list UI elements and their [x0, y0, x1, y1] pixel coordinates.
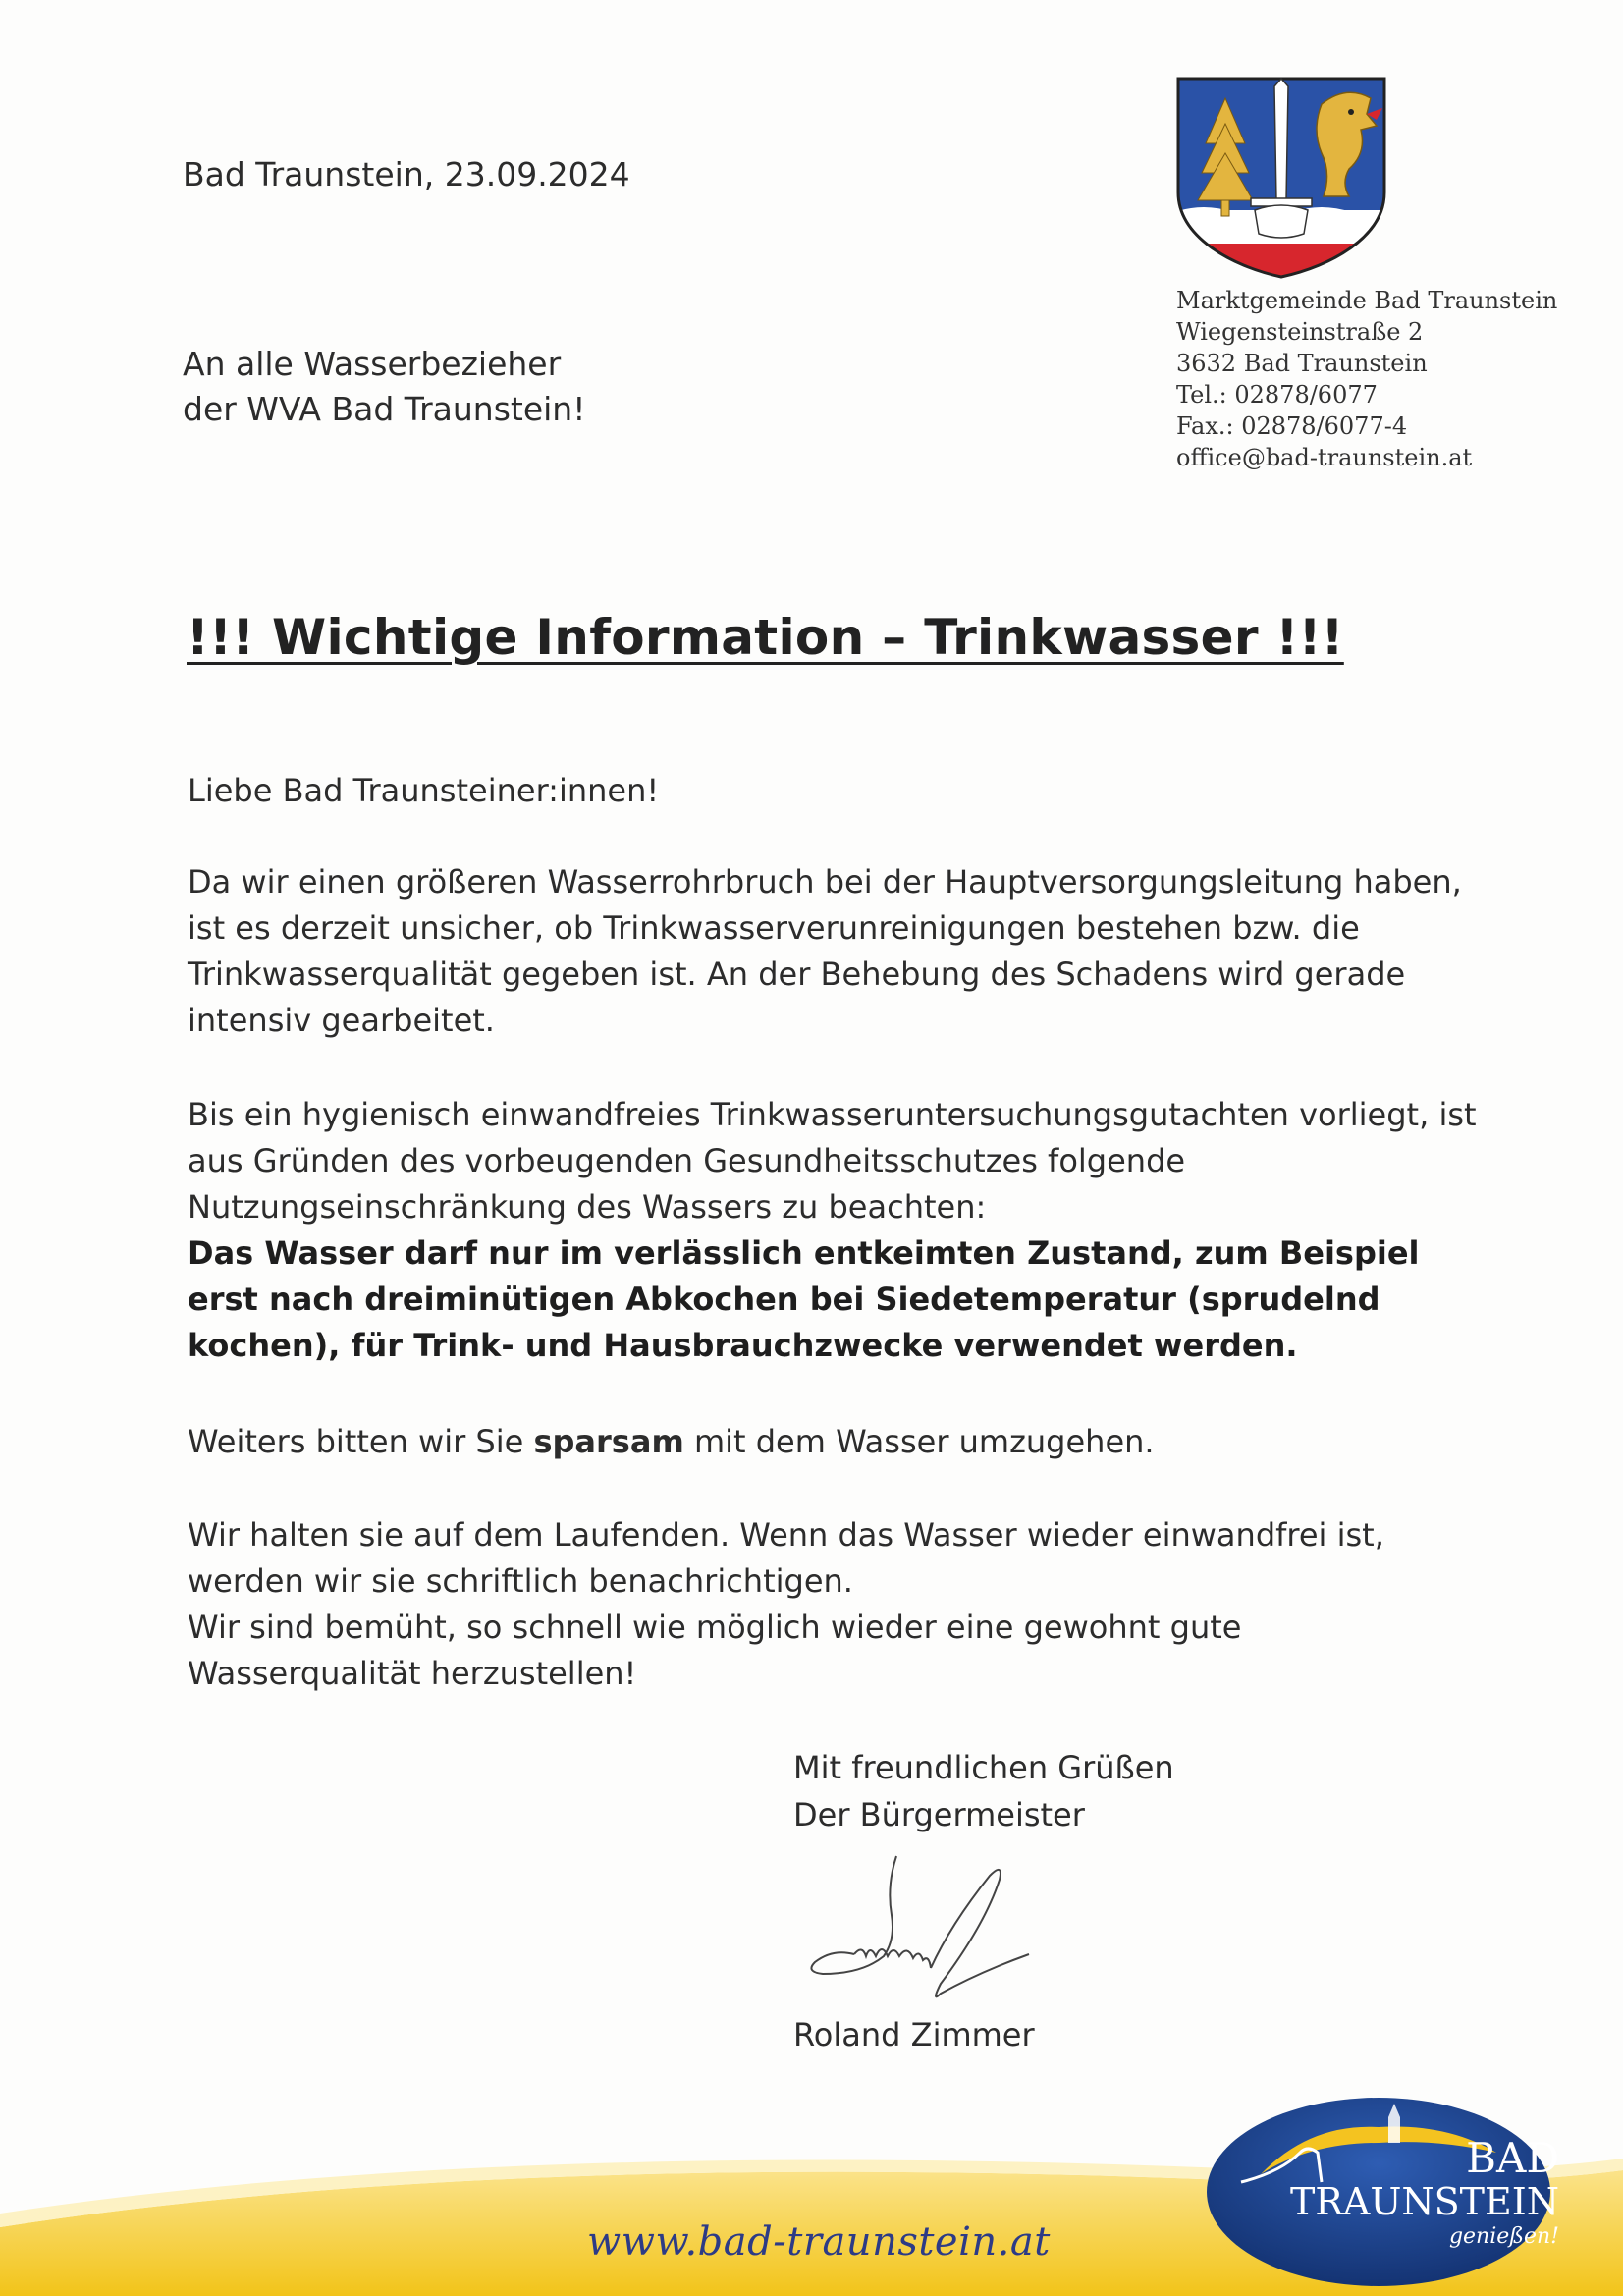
coat-of-arms-icon	[1174, 75, 1388, 281]
sender-fax: Fax.: 02878/6077-4	[1176, 412, 1408, 440]
page-title: !!! Wichtige Information – Trinkwasser !!!	[187, 609, 1344, 666]
greeting: Liebe Bad Traunsteiner:innen!	[188, 772, 660, 809]
website-link[interactable]: www.bad-traunstein.at	[587, 2219, 1051, 2265]
recipient-block	[183, 342, 585, 432]
letter-date: Bad Traunstein, 23.09.2024	[183, 155, 630, 193]
signature-icon	[793, 1846, 1039, 2013]
sender-phone: Tel.: 02878/6077	[1176, 381, 1378, 409]
closing-line: Der Bürgermeister	[793, 1796, 1085, 1833]
sender-city: 3632 Bad Traunstein	[1176, 350, 1428, 377]
paragraph-restriction	[188, 1092, 1484, 1369]
sender-name: Marktgemeinde Bad Traunstein	[1176, 287, 1558, 314]
closing-line: Mit freundlichen Grüßen	[793, 1749, 1174, 1786]
sender-email: office@bad-traunstein.at	[1176, 444, 1473, 471]
boil-water-notice: Das Wasser darf nur im verlässlich entkeimten Zustand, zum Beispiel erst nach dreiminütigen Abkochen bei Siedetemperatur (sprudelnd kochen), für Trink- und Hausbrauchzwecke verwendet werden.	[188, 1234, 1420, 1364]
logo-text	[1274, 2134, 1559, 2251]
emphasis-text: sparsam	[533, 1423, 684, 1460]
paragraph-text: Weiters bitten wir Sie	[188, 1423, 534, 1460]
sender-address	[1176, 285, 1557, 473]
signer-name: Roland Zimmer	[793, 2016, 1035, 2053]
paragraph-text: Wir halten sie auf dem Laufenden. Wenn das Wasser wieder einwandfrei ist, werden wir sie schriftlich benachrichtigen.	[188, 1516, 1384, 1600]
recipient-line: der WVA Bad Traunstein!	[183, 390, 586, 428]
paragraph-text: Wir sind bemüht, so schnell wie möglich wieder eine gewohnt gute Wasserqualität herzustellen!	[188, 1609, 1242, 1692]
paragraph-text: Da wir einen größeren Wasserrohrbruch bei der Hauptversorgungsleitung haben, ist es derzeit unsicher, ob Trinkwasserverunreinigungen bestehen bzw. die Trinkwasserqualität gegeben ist. An der Behebung des Schadens wird gerade intensiv gearbeitet.	[188, 863, 1462, 1039]
logo-traunstein: TRAUNSTEIN	[1289, 2180, 1559, 2223]
recipient-line: An alle Wasserbezieher	[183, 345, 562, 383]
paragraph-text: mit dem Wasser umzugehen.	[683, 1423, 1155, 1460]
closing-block	[793, 1744, 1174, 1838]
paragraph-damage	[188, 859, 1484, 1044]
logo-tagline: genießen!	[1448, 2224, 1559, 2249]
sender-street: Wiegensteinstraße 2	[1176, 318, 1424, 346]
paragraph-text: Bis ein hygienisch einwandfreies Trinkwasseruntersuchungsgutachten vorliegt, ist aus Gründen des vorbeugenden Gesundheitsschutzes folgende Nutzungseinschränkung des Wassers zu beachten:	[188, 1096, 1477, 1226]
paragraph-updates	[188, 1512, 1484, 1697]
paragraph-save-water	[188, 1419, 1484, 1465]
logo-bad: BAD	[1466, 2134, 1559, 2182]
